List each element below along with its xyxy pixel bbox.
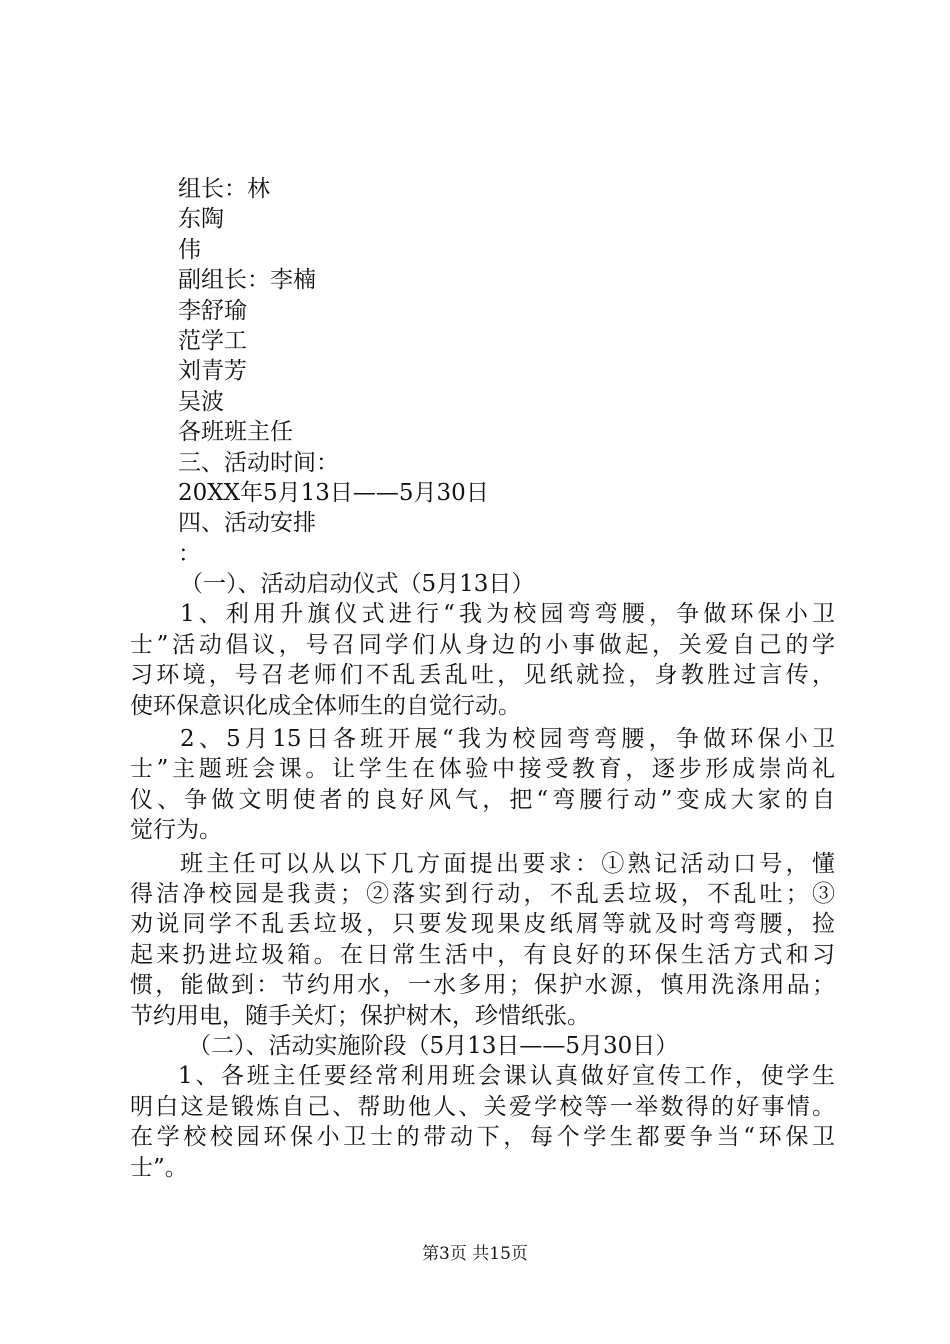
document-body (130, 174, 835, 1183)
name-line: 各班班主任 (178, 419, 293, 446)
paragraph-line: 节约用电，随手关灯；保护树木，珍惜纸张。 (130, 1002, 590, 1029)
paragraph-line: 惯，能做到：节约用水，一水多用；保护水源，慎用洗涤用品； (130, 972, 835, 999)
leader-line: 组长：林 (178, 176, 270, 202)
paragraph-line: 劝说同学不乱丢垃圾，只要发现果皮纸屑等就及时弯弯腰，捡 (130, 911, 835, 938)
name-line: 吴波 (178, 388, 224, 415)
paragraph-line: 班主任可以从以下几方面提出要求：①熟记活动口号，懂 (180, 850, 835, 877)
section-heading-arrangement: 四、活动安排 (178, 510, 316, 537)
paragraph-publicity (130, 1061, 835, 1183)
name-line: 范学工 (178, 327, 247, 354)
paragraph-line: 1、利用升旗仪式进行“我为校园弯弯腰，争做环保小卫 (180, 601, 835, 628)
paragraph-line: 得洁净校园是我责；②落实到行动，不乱丢垃圾，不乱吐；③ (130, 880, 835, 907)
subsection-title-launch: （一）、活动启动仪式（5月13日） (180, 571, 535, 598)
paragraph-line: 习环境，号召老师们不乱丢乱吐，见纸就捡，身教胜过言传， (130, 662, 835, 689)
name-line: 李舒瑜 (178, 297, 247, 324)
subsection-title-implementation: （二）、活动实施阶段（5月13日——5月30日） (188, 1032, 679, 1059)
paragraph-line: 明白这是锻炼自己、帮助他人、关爱学校等一举数得的好事情。 (130, 1093, 835, 1120)
paragraph-line: 2、5月15日各班开展“我为校园弯弯腰，争做环保小卫 (180, 726, 835, 753)
colon-line: ： (178, 540, 201, 567)
paragraph-line: 仪、争做文明使者的良好风气，把“弯腰行动”变成大家的自 (130, 786, 835, 813)
section-heading-time: 三、活动时间： (178, 449, 339, 476)
deputy-leader-line: 副组长：李楠 (178, 267, 316, 294)
paragraph-line: 士”活动倡议，号召同学们从身边的小事做起，关爱自己的学 (130, 631, 835, 658)
name-line: 东陶 (178, 206, 224, 233)
paragraph-line: 觉行为。 (130, 817, 222, 844)
page-number-footer: 第3页 共15页 (422, 1244, 528, 1264)
paragraph-line: 士”主题班会课。让学生在体验中接受教育，逐步形成崇尚礼 (130, 756, 835, 783)
paragraph-class-meeting (130, 724, 835, 846)
paragraph-flag-ceremony (130, 599, 835, 721)
name-line: 伟 (178, 236, 201, 263)
name-line: 刘青芳 (178, 358, 247, 385)
paragraph-line: 起来扔进垃圾箱。在日常生活中，有良好的环保生活方式和习 (130, 941, 835, 968)
paragraph-line: 士”。 (130, 1154, 188, 1181)
paragraph-line: 使环保意识化成全体师生的自觉行动。 (130, 692, 521, 719)
activity-dates: 20XX年5月13日——5月30日 (178, 479, 489, 506)
paragraph-line: 1、各班主任要经常利用班会课认真做好宣传工作，使学生 (178, 1063, 835, 1090)
paragraph-requirements (130, 849, 835, 1031)
paragraph-line: 在学校校园环保小卫士的带动下，每个学生都要争当“环保卫 (130, 1124, 835, 1151)
